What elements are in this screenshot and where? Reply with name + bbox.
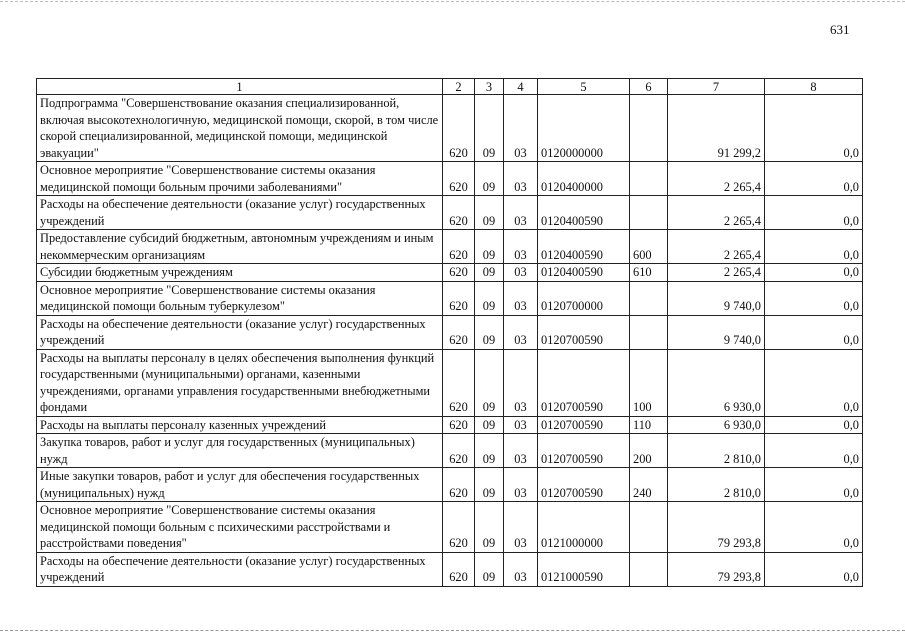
row-expense-type: 600 xyxy=(630,230,668,264)
row-section: 09 xyxy=(475,434,504,468)
row-subsection: 03 xyxy=(504,468,538,502)
row-target-code: 0120400590 xyxy=(538,196,630,230)
row-admin-code: 620 xyxy=(443,264,475,282)
row-subsection: 03 xyxy=(504,281,538,315)
row-expense-type: 200 xyxy=(630,434,668,468)
row-target-code: 0120400590 xyxy=(538,264,630,282)
table-row xyxy=(37,162,863,196)
row-section: 09 xyxy=(475,281,504,315)
row-admin-code: 620 xyxy=(443,552,475,586)
row-target-code: 0120700590 xyxy=(538,434,630,468)
table-row xyxy=(37,196,863,230)
row-amount: 9 740,0 xyxy=(668,281,765,315)
row-admin-code: 620 xyxy=(443,315,475,349)
table-row xyxy=(37,315,863,349)
table-row xyxy=(37,552,863,586)
row-expense-type xyxy=(630,196,668,230)
row-admin-code: 620 xyxy=(443,349,475,416)
row-amount: 79 293,8 xyxy=(668,502,765,553)
table-row xyxy=(37,95,863,162)
row-expense-type xyxy=(630,502,668,553)
row-section: 09 xyxy=(475,264,504,282)
row-section: 09 xyxy=(475,349,504,416)
row-amount: 79 293,8 xyxy=(668,552,765,586)
table-row xyxy=(37,468,863,502)
row-name: Закупка товаров, работ и услуг для государственных (муниципальных) нужд xyxy=(37,434,443,468)
row-admin-code: 620 xyxy=(443,230,475,264)
row-name: Основное мероприятие "Совершенствование системы оказания медицинской помощи больным с психическими расстройствами и расстройствами поведения" xyxy=(37,502,443,553)
page-number: 631 xyxy=(830,22,850,37)
row-name: Расходы на выплаты персоналу в целях обеспечения выполнения функций государственными (муниципальными) органами, казенными учреждениями, органами управления государственными внебюджетными фондами xyxy=(37,349,443,416)
row-expense-type: 240 xyxy=(630,468,668,502)
row-admin-code: 620 xyxy=(443,468,475,502)
row-subsection: 03 xyxy=(504,315,538,349)
row-section: 09 xyxy=(475,315,504,349)
table-row xyxy=(37,416,863,434)
row-name: Основное мероприятие "Совершенствование системы оказания медицинской помощи больным прочими заболеваниями" xyxy=(37,162,443,196)
header-cell: 4 xyxy=(504,79,538,95)
row-target-code: 0120700590 xyxy=(538,315,630,349)
row-section: 09 xyxy=(475,230,504,264)
table-row xyxy=(37,281,863,315)
row-target-code: 0120700590 xyxy=(538,349,630,416)
row-amount-2: 0,0 xyxy=(765,95,863,162)
row-admin-code: 620 xyxy=(443,434,475,468)
row-subsection: 03 xyxy=(504,416,538,434)
header-cell: 2 xyxy=(443,79,475,95)
row-amount-2: 0,0 xyxy=(765,468,863,502)
row-subsection: 03 xyxy=(504,349,538,416)
row-section: 09 xyxy=(475,468,504,502)
row-name: Предоставление субсидий бюджетным, автономным учреждениям и иным некоммерческим организациям xyxy=(37,230,443,264)
row-amount: 2 810,0 xyxy=(668,468,765,502)
table-row xyxy=(37,349,863,416)
row-admin-code: 620 xyxy=(443,416,475,434)
row-admin-code: 620 xyxy=(443,95,475,162)
row-name: Расходы на обеспечение деятельности (оказание услуг) государственных учреждений xyxy=(37,196,443,230)
row-target-code: 0120000000 xyxy=(538,95,630,162)
row-target-code: 0121000000 xyxy=(538,502,630,553)
row-subsection: 03 xyxy=(504,196,538,230)
row-expense-type: 100 xyxy=(630,349,668,416)
row-name: Расходы на выплаты персоналу казенных учреждений xyxy=(37,416,443,434)
row-amount: 2 265,4 xyxy=(668,196,765,230)
row-amount: 2 265,4 xyxy=(668,162,765,196)
row-amount-2: 0,0 xyxy=(765,416,863,434)
row-section: 09 xyxy=(475,552,504,586)
row-subsection: 03 xyxy=(504,230,538,264)
row-expense-type xyxy=(630,281,668,315)
row-amount: 2 265,4 xyxy=(668,230,765,264)
row-admin-code: 620 xyxy=(443,196,475,230)
header-cell: 6 xyxy=(630,79,668,95)
row-subsection: 03 xyxy=(504,552,538,586)
row-subsection: 03 xyxy=(504,162,538,196)
row-expense-type xyxy=(630,315,668,349)
row-expense-type xyxy=(630,95,668,162)
table-row xyxy=(37,230,863,264)
row-amount-2: 0,0 xyxy=(765,552,863,586)
row-target-code: 0120400590 xyxy=(538,230,630,264)
row-expense-type: 610 xyxy=(630,264,668,282)
row-target-code: 0121000590 xyxy=(538,552,630,586)
row-admin-code: 620 xyxy=(443,281,475,315)
row-section: 09 xyxy=(475,162,504,196)
table-row xyxy=(37,434,863,468)
row-subsection: 03 xyxy=(504,502,538,553)
row-name: Основное мероприятие "Совершенствование системы оказания медицинской помощи больным туберкулезом" xyxy=(37,281,443,315)
row-expense-type: 110 xyxy=(630,416,668,434)
row-amount-2: 0,0 xyxy=(765,230,863,264)
row-name: Субсидии бюджетным учреждениям xyxy=(37,264,443,282)
row-amount: 6 930,0 xyxy=(668,349,765,416)
row-amount-2: 0,0 xyxy=(765,502,863,553)
row-amount-2: 0,0 xyxy=(765,315,863,349)
row-target-code: 0120700000 xyxy=(538,281,630,315)
row-section: 09 xyxy=(475,502,504,553)
row-amount-2: 0,0 xyxy=(765,264,863,282)
header-cell: 7 xyxy=(668,79,765,95)
row-admin-code: 620 xyxy=(443,502,475,553)
row-amount-2: 0,0 xyxy=(765,162,863,196)
row-name: Расходы на обеспечение деятельности (оказание услуг) государственных учреждений xyxy=(37,552,443,586)
table-row xyxy=(37,502,863,553)
row-name: Расходы на обеспечение деятельности (оказание услуг) государственных учреждений xyxy=(37,315,443,349)
row-subsection: 03 xyxy=(504,434,538,468)
header-cell: 5 xyxy=(538,79,630,95)
row-section: 09 xyxy=(475,196,504,230)
row-admin-code: 620 xyxy=(443,162,475,196)
row-amount-2: 0,0 xyxy=(765,281,863,315)
header-cell: 8 xyxy=(765,79,863,95)
row-target-code: 0120400000 xyxy=(538,162,630,196)
row-expense-type xyxy=(630,552,668,586)
header-cell: 3 xyxy=(475,79,504,95)
row-expense-type xyxy=(630,162,668,196)
row-amount: 91 299,2 xyxy=(668,95,765,162)
header-cell: 1 xyxy=(37,79,443,95)
scan-edge-bottom xyxy=(0,630,905,633)
header-row xyxy=(37,79,863,95)
row-amount-2: 0,0 xyxy=(765,434,863,468)
row-amount: 6 930,0 xyxy=(668,416,765,434)
row-subsection: 03 xyxy=(504,95,538,162)
row-subsection: 03 xyxy=(504,264,538,282)
table-row xyxy=(37,264,863,282)
row-amount: 9 740,0 xyxy=(668,315,765,349)
row-amount: 2 265,4 xyxy=(668,264,765,282)
budget-table xyxy=(36,78,863,587)
row-target-code: 0120700590 xyxy=(538,468,630,502)
scan-edge-top xyxy=(0,1,905,3)
row-target-code: 0120700590 xyxy=(538,416,630,434)
row-section: 09 xyxy=(475,95,504,162)
row-amount-2: 0,0 xyxy=(765,349,863,416)
row-section: 09 xyxy=(475,416,504,434)
row-name: Подпрограмма "Совершенствование оказания специализированной, включая высокотехнологичную, медицинской помощи, скорой, в том числе скорой специализированной, медицинской помощи, медицинской эвакуации" xyxy=(37,95,443,162)
row-amount: 2 810,0 xyxy=(668,434,765,468)
row-name: Иные закупки товаров, работ и услуг для обеспечения государственных (муниципальных) нужд xyxy=(37,468,443,502)
row-amount-2: 0,0 xyxy=(765,196,863,230)
